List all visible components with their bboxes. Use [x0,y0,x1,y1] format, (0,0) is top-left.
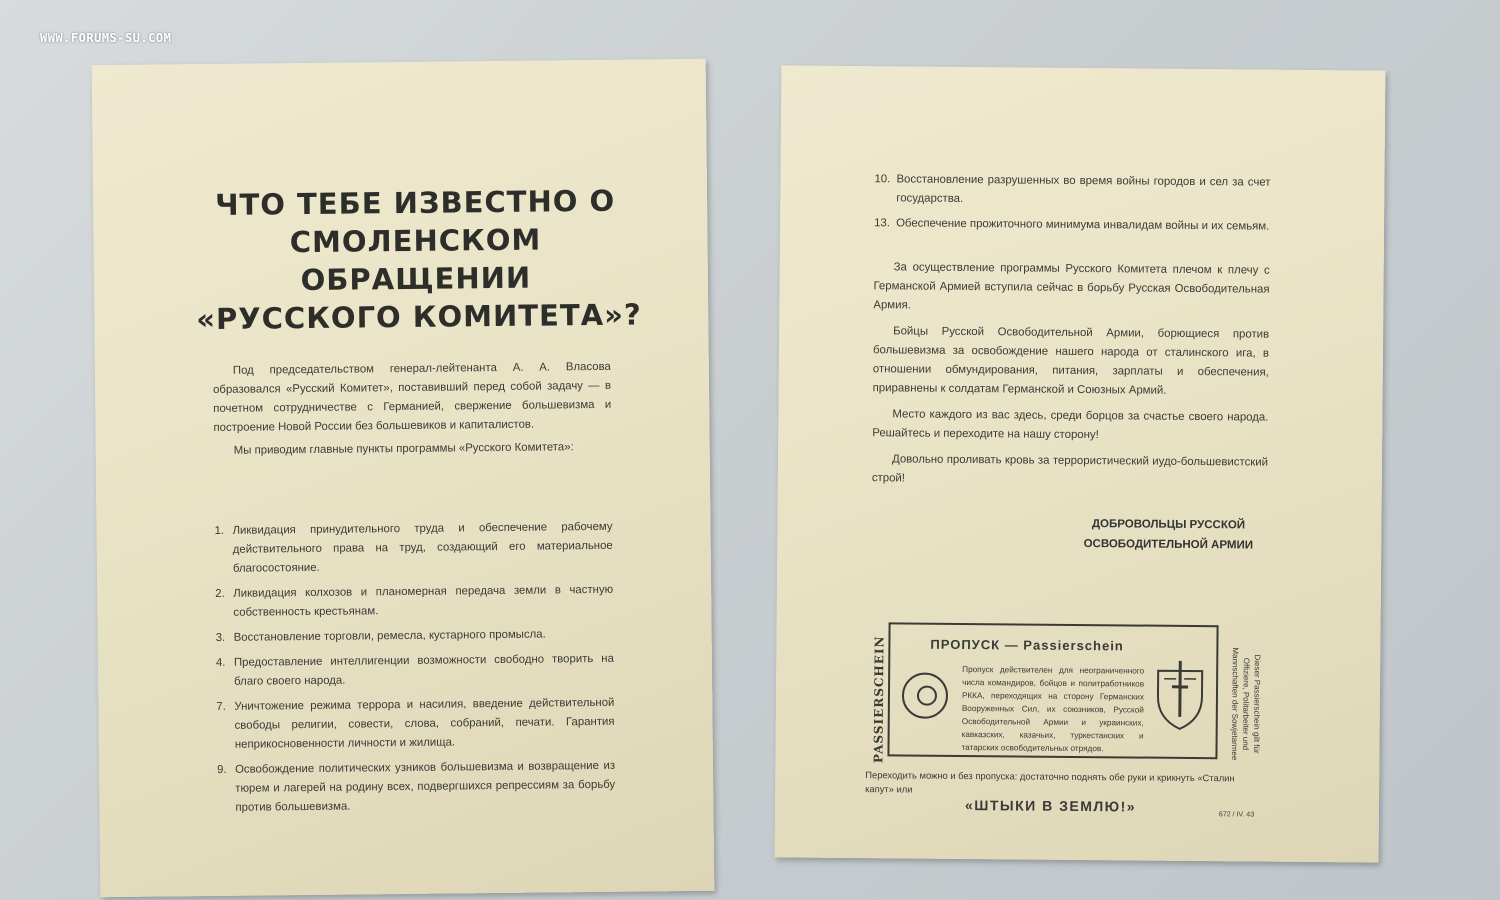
german-note-line: Mannschaften der Sowjetarmee [1229,647,1240,761]
item-text: Освобождение политических узников большевизма и возвращение из тюрем и лагерей на родину всех, подвергшихся репрессиям за борьбу против большевизма. [234,759,616,814]
leaflet-title [195,182,642,339]
title-line: «РУССКОГО КОМИТЕТА»? [196,297,642,337]
title-line: СМОЛЕНСКОМ [289,222,542,260]
item-number: 10. [874,173,891,186]
pass-side-label [865,624,887,774]
passierschein-vertical-text: PASSIERSCHEIN [871,635,887,764]
site-watermark: WWW.FORUMS-SU.COM [40,31,172,45]
program-points-list [214,518,615,824]
item-text: Ликвидация принудительного труда и обеспечение рабочему действительного права на труд, создающий его материальное благосостояние. [232,520,613,575]
list-item [216,625,614,648]
paragraph: Бойцы Русской Освободительной Армии, борющиеся против большевизма за освобождение нашего народа от сталинского ига, в отношении обмундирования, питания, зарплаты и обеспечения, приравнены к солдатам Германской и Союзных Армий. [872,325,1270,397]
leaflet-front-page [92,59,715,897]
list-item [874,214,1270,236]
list-item [214,518,613,579]
german-note-line: Dieser Passierschein gilt für [1251,654,1262,754]
paragraph: Мы приводим главные пункты программы «Русского Комитета»: [233,441,574,457]
slogan: «ШТЫКИ В ЗЕМЛЮ!» [964,797,1137,815]
signature-block [1073,514,1263,556]
item-number: 7. [216,700,226,713]
surrender-instructions: Переходить можно и без пропуска: достаточно поднять обе руки и крикнуть «Сталин капут» или [865,769,1235,795]
title-line: ОБРАЩЕНИИ [300,260,532,298]
paragraph: За осуществление программы Русского Комитета плечом к плечу с Германской Армией вступила сейчас в борьбу Русская Освободительная Армия. [873,261,1270,312]
paragraph: Под председательством генерал-лейтенанта А. А. Власова образовался «Русский Комитет», поставивший перед собой задачу — в почетном сотрудничестве с Германией, свержение большевизма и построение Новой России без большевиков и капиталистов. [213,360,612,434]
pass-title: ПРОПУСК — Passierschein [930,636,1124,654]
paragraph: Место каждого из вас здесь, среди борцов за счастье своего народа. Решайтесь и переходите на нашу сторону! [872,408,1269,442]
item-text: Восстановление торговли, ремесла, кустарного промысла. [233,628,546,644]
program-points-list-continued [874,170,1271,242]
list-item [216,650,614,692]
item-text: Уничтожение режима террора и насилия, введение действительной свободы религии, совести, слова, собраний, печати. Гарантия неприкосновенности личности и жилища. [234,696,615,751]
item-number: 3. [215,631,226,644]
signature-line: ОСВОБОДИТЕЛЬНОЙ АРМИИ [1083,538,1254,552]
list-item [215,581,613,623]
paragraph: Довольно проливать кровь за террористический иудо-большевистский строй! [871,453,1269,485]
title-line: ЧТО ТЕБЕ ИЗВЕСТНО О [214,183,616,222]
item-text: Ликвидация колхозов и планомерная передача земли в частную собственность крестьянам. [233,583,614,619]
list-item [217,757,616,818]
german-note-line: Offiziere, Politarbeiter und [1241,657,1251,751]
item-text: Предоставление интеллигенции возможности свободно творить на благо своего народа. [233,652,614,688]
appeal-text [872,258,1270,498]
print-code: 672 / IV. 43 [1218,811,1255,819]
item-number: 2. [215,587,225,600]
item-text: Восстановление разрушенных во время войны городов и сел за счет государства. [896,173,1271,205]
item-number: 13. [874,217,890,230]
item-number: 4. [215,656,226,669]
pass-coupon [887,622,1218,759]
leaflet-back-page [775,65,1386,862]
intro-text [213,358,612,465]
signature-line: ДОБРОВОЛЬЦЫ РУССКОЙ [1091,518,1246,532]
pass-text: Пропуск действителен для неограниченного числа командиров, бойцов и политработников РККА, переходящих на сторону Германских Вооруженных Сил, их союзников, Русской Освободительной Армии и украинских, кавказских, казачьих, туркестанских и татарских освободительных отрядов. [961,664,1145,754]
list-item [216,694,615,755]
pass-german-note [1223,625,1268,765]
list-item [874,170,1270,211]
item-number: 9. [216,763,227,776]
item-number: 1. [214,524,225,537]
item-text: Обеспечение прожиточного минимума инвалидам войны и их семьям. [896,217,1270,233]
shield-emblem-icon [1152,657,1209,731]
eagle-seal-icon [902,672,948,718]
